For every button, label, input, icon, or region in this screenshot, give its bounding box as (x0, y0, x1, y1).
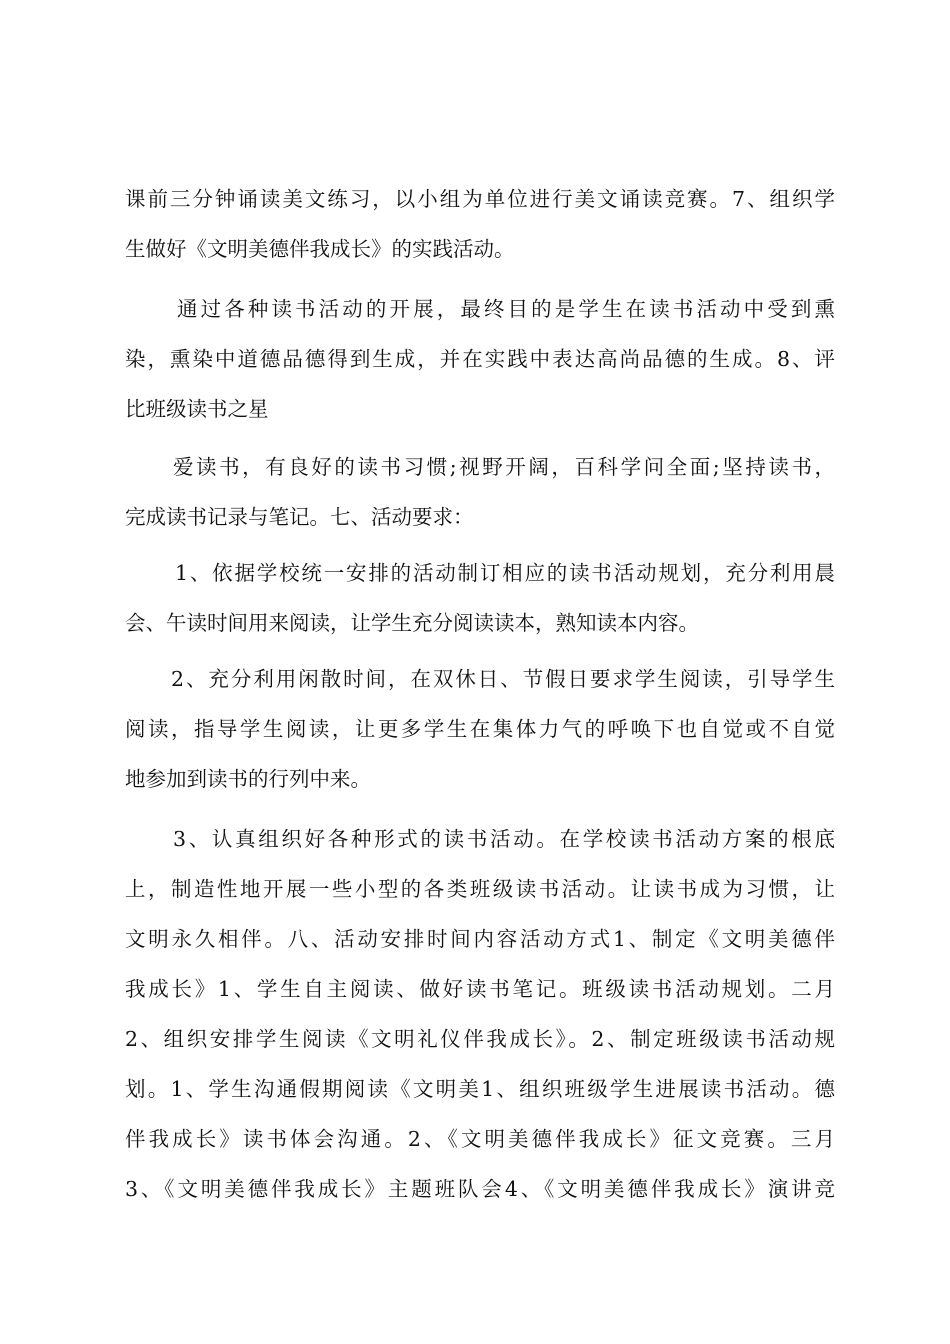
text-line: 阅读，指导学生阅读，让更多学生在集体力气的呼唤下也自觉或不自觉 (125, 717, 835, 741)
text-line: 爱读书，有良好的读书习惯;视野开阔，百科学问全面;坚持读书， (173, 455, 835, 479)
text-line: 3、认真组织好各种形式的读书活动。在学校读书活动方案的根底 (173, 827, 835, 851)
text-line: 完成读书记录与笔记。七、活动要求： (125, 505, 474, 529)
text-line: 文明永久相伴。八、活动安排时间内容活动方式1、制定《文明美德伴 (125, 927, 835, 951)
text-line: 划。1、学生沟通假期阅读《文明美1、组织班级学生进展读书活动。德 (125, 1077, 835, 1101)
text-line: 通过各种读书活动的开展，最终目的是学生在读书活动中受到熏 (177, 297, 835, 321)
text-line: 会、午读时间用来阅读，让学生充分阅读读本，熟知读本内容。 (125, 611, 699, 635)
text-line: 1、依据学校统一安排的活动制订相应的读书活动规划，充分利用晨 (175, 561, 835, 585)
text-line: 伴我成长》读书体会沟通。2、《文明美德伴我成长》征文竞赛。三月 (125, 1127, 835, 1151)
text-line: 课前三分钟诵读美文练习，以小组为单位进行美文诵读竞赛。7、组织学 (125, 187, 835, 211)
text-line: 生做好《文明美德伴我成长》的实践活动。 (125, 237, 515, 261)
text-line: 染，熏染中道德品德得到生成，并在实践中表达高尚品德的生成。8、评 (125, 347, 835, 371)
text-line: 比班级读书之星 (125, 397, 269, 421)
text-line: 上，制造性地开展一些小型的各类班级读书活动。让读书成为习惯，让 (125, 877, 835, 901)
text-line: 3、《文明美德伴我成长》主题班队会4、《文明美德伴我成长》演讲竞 (125, 1177, 835, 1201)
text-line: 2、组织安排学生阅读《文明礼仪伴我成长》。2、制定班级读书活动规 (125, 1027, 835, 1051)
text-line: 2、充分利用闲散时间，在双休日、节假日要求学生阅读，引导学生 (171, 667, 835, 691)
text-line: 我成长》1、学生自主阅读、做好读书笔记。班级读书活动规划。二月 (125, 977, 835, 1001)
text-line: 地参加到读书的行列中来。 (125, 767, 371, 791)
